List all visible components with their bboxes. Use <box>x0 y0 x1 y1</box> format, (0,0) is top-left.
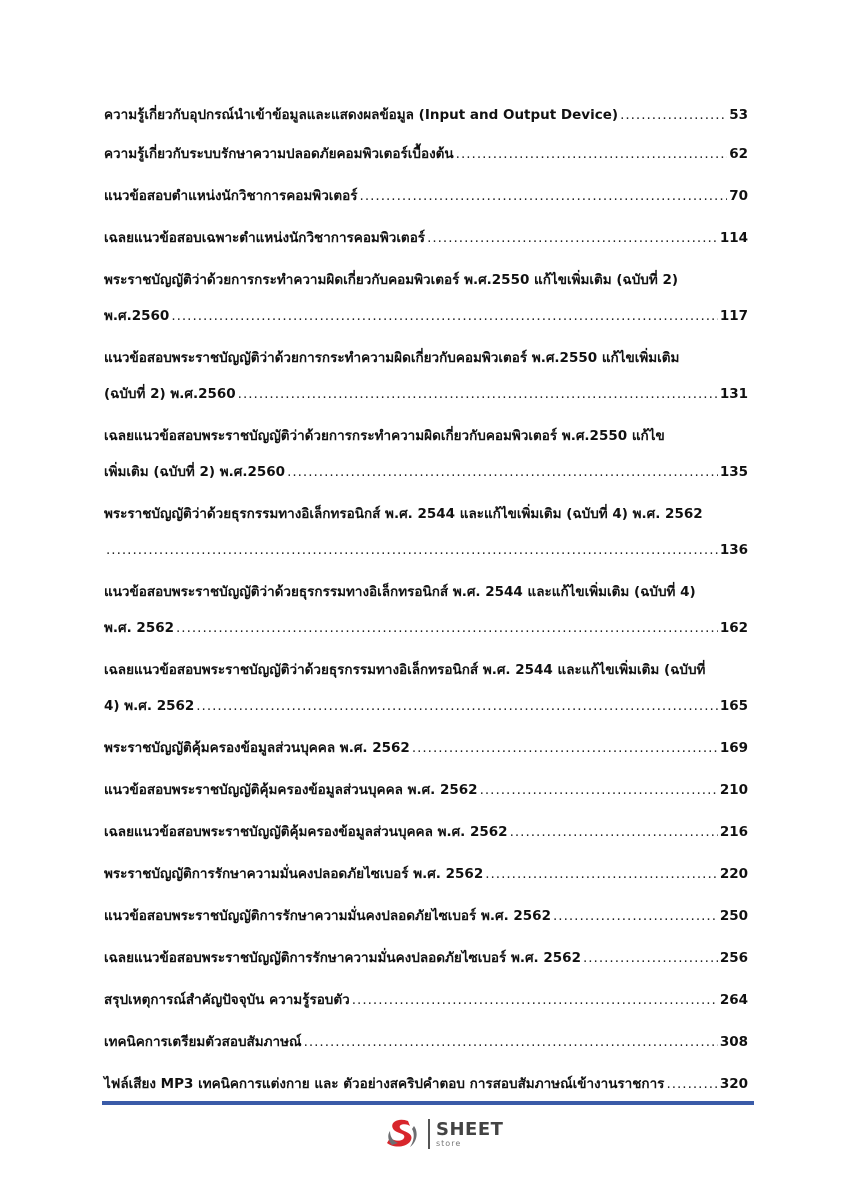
toc-page-number: 320 <box>719 1076 748 1092</box>
toc-entry-title: เทคนิคการเตรียมตัวสอบสัมภาษณ์ <box>104 1034 302 1050</box>
toc-entry-title: ไฟล์เสียง MP3 เทคนิคการแต่งกาย และ ตัวอย่างสคริปคำตอบ การสอบสัมภาษณ์เข้างานราชการ <box>104 1076 665 1092</box>
toc-page-number: 70 <box>729 188 748 204</box>
toc-entry-line[interactable] <box>104 856 748 892</box>
toc-page-number: 220 <box>719 866 748 882</box>
toc-entry-title: (ฉบับที่ 2) พ.ศ.2560 <box>104 386 236 402</box>
toc-entry-line[interactable] <box>104 340 748 376</box>
toc-page-number: 256 <box>719 950 748 966</box>
toc-leader-dots <box>510 814 718 850</box>
toc-entry-title: พระราชบัญญัติว่าด้วยการกระทำความผิดเกี่ยวกับคอมพิวเตอร์ พ.ศ.2550 แก้ไขเพิ่มเติม (ฉบับที่ 2) <box>104 272 679 288</box>
toc-leader-dots <box>553 898 718 934</box>
logo-brand-text: SHEET <box>436 1118 504 1140</box>
toc-entry-title: ความรู้เกี่ยวกับระบบรักษาความปลอดภัยคอมพิวเตอร์เบื้องต้น <box>104 146 454 162</box>
toc-page-number: 165 <box>719 698 748 714</box>
toc-entry-line[interactable] <box>104 496 748 532</box>
toc-entry-title: แนวข้อสอบพระราชบัญญัติว่าด้วยธุรกรรมทางอิเล็กทรอนิกส์ พ.ศ. 2544 และแก้ไขเพิ่มเติม (ฉบับที่ 4) <box>104 584 696 600</box>
toc-page-number: 308 <box>719 1034 748 1050</box>
toc-entry-title: แนวข้อสอบตำแหน่งนักวิชาการคอมพิวเตอร์ <box>104 188 358 204</box>
toc-entry-title: แนวข้อสอบพระราชบัญญัติการรักษาความมั่นคงปลอดภัยไซเบอร์ พ.ศ. 2562 <box>104 908 551 924</box>
toc-page-number: 62 <box>729 146 748 162</box>
toc-leader-dots <box>485 856 718 892</box>
toc-entry-title: พระราชบัญญัติว่าด้วยธุรกรรมทางอิเล็กทรอนิกส์ พ.ศ. 2544 และแก้ไขเพิ่มเติม (ฉบับที่ 4) พ.ศ. 2562 <box>104 506 703 522</box>
toc-entry-line[interactable] <box>104 220 748 256</box>
toc-page-number: 135 <box>719 464 748 480</box>
toc-page-number: 114 <box>719 230 748 246</box>
toc-entry-line[interactable] <box>104 982 748 1018</box>
toc-leader-dots <box>427 220 718 256</box>
logo-wordmark <box>436 1118 504 1148</box>
toc-page-number: 216 <box>719 824 748 840</box>
toc-entry-line[interactable] <box>104 814 748 850</box>
logo-separator <box>428 1119 430 1149</box>
toc-entry-line[interactable] <box>104 730 748 766</box>
logo-brand-subtext: store <box>436 1138 462 1148</box>
toc-entry-line[interactable] <box>104 376 748 412</box>
toc-entry-title: เฉลยแนวข้อสอบพระราชบัญญัติคุ้มครองข้อมูลส่วนบุคคล พ.ศ. 2562 <box>104 824 508 840</box>
sheet-store-logo-icon <box>384 1117 422 1151</box>
toc-entry-line[interactable] <box>104 454 748 490</box>
toc-entry-line[interactable] <box>104 298 748 334</box>
toc-page-number: 162 <box>719 620 748 636</box>
toc-entry-line[interactable] <box>104 940 748 976</box>
toc-entry-title: เฉลยแนวข้อสอบพระราชบัญญัติว่าด้วยการกระทำความผิดเกี่ยวกับคอมพิวเตอร์ พ.ศ.2550 แก้ไข <box>104 428 665 444</box>
toc-leader-dots <box>412 730 718 766</box>
toc-leader-dots <box>480 772 718 808</box>
toc-leader-dots <box>620 100 727 130</box>
toc-leader-dots <box>360 178 728 214</box>
toc-entry-title: พ.ศ.2560 <box>104 308 170 324</box>
toc-entry-line[interactable] <box>104 178 748 214</box>
toc-entry-line[interactable] <box>104 574 748 610</box>
toc-page-number: 136 <box>719 542 748 558</box>
table-of-contents <box>104 100 748 1102</box>
toc-entry-title: พระราชบัญญัติคุ้มครองข้อมูลส่วนบุคคล พ.ศ. 2562 <box>104 740 410 756</box>
toc-leader-dots <box>176 610 718 646</box>
toc-entry-title: 4) พ.ศ. 2562 <box>104 698 195 714</box>
toc-entry-title: ความรู้เกี่ยวกับอุปกรณ์นำเข้าข้อมูลและแสดงผลข้อมูล (Input and Output Device) <box>104 107 619 123</box>
toc-entry-line[interactable] <box>104 532 748 568</box>
toc-entry-title: แนวข้อสอบพระราชบัญญัติคุ้มครองข้อมูลส่วนบุคคล พ.ศ. 2562 <box>104 782 478 798</box>
toc-entry-title: สรุปเหตุการณ์สำคัญปัจจุบัน ความรู้รอบตัว <box>104 992 350 1008</box>
toc-page-number: 169 <box>719 740 748 756</box>
toc-page-number: 250 <box>719 908 748 924</box>
toc-page-number: 117 <box>719 308 748 324</box>
toc-leader-dots <box>238 376 718 412</box>
toc-entry-title: เฉลยแนวข้อสอบพระราชบัญญัติการรักษาความมั่นคงปลอดภัยไซเบอร์ พ.ศ. 2562 <box>104 950 581 966</box>
toc-entry-line[interactable] <box>104 136 748 172</box>
toc-entry-line[interactable] <box>104 898 748 934</box>
toc-entry-title: แนวข้อสอบพระราชบัญญัติว่าด้วยการกระทำความผิดเกี่ยวกับคอมพิวเตอร์ พ.ศ.2550 แก้ไขเพิ่มเติม <box>104 350 680 366</box>
footer-rule <box>102 1101 754 1105</box>
toc-entry-line[interactable] <box>104 1066 748 1102</box>
toc-leader-dots <box>352 982 718 1018</box>
toc-entry-line[interactable] <box>104 262 748 298</box>
toc-leader-dots <box>304 1024 718 1060</box>
toc-entry-line[interactable] <box>104 610 748 646</box>
toc-page-number: 53 <box>729 107 748 123</box>
toc-entry-line[interactable] <box>104 418 748 454</box>
toc-page-number: 264 <box>719 992 748 1008</box>
toc-entry-line[interactable] <box>104 100 748 130</box>
toc-leader-dots <box>171 298 718 334</box>
toc-entry-line[interactable] <box>104 772 748 808</box>
toc-entry-title: เพิ่มเติม (ฉบับที่ 2) พ.ศ.2560 <box>104 464 286 480</box>
toc-leader-dots <box>456 136 728 172</box>
toc-leader-dots <box>106 532 718 568</box>
toc-page-number: 131 <box>719 386 748 402</box>
toc-page-number: 210 <box>719 782 748 798</box>
toc-entry-title: พ.ศ. 2562 <box>104 620 174 636</box>
toc-entry-line[interactable] <box>104 652 748 688</box>
toc-entry-title: เฉลยแนวข้อสอบเฉพาะตำแหน่งนักวิชาการคอมพิวเตอร์ <box>104 230 426 246</box>
toc-entry-line[interactable] <box>104 1024 748 1060</box>
toc-entry-line[interactable] <box>104 688 748 724</box>
toc-leader-dots <box>666 1066 717 1102</box>
sheet-store-logo <box>384 1117 503 1151</box>
toc-entry-title: เฉลยแนวข้อสอบพระราชบัญญัติว่าด้วยธุรกรรมทางอิเล็กทรอนิกส์ พ.ศ. 2544 และแก้ไขเพิ่มเติม (ฉบับที่ <box>104 662 706 678</box>
toc-leader-dots <box>287 454 718 490</box>
toc-entry-title: พระราชบัญญัติการรักษาความมั่นคงปลอดภัยไซเบอร์ พ.ศ. 2562 <box>104 866 484 882</box>
toc-leader-dots <box>583 940 718 976</box>
toc-leader-dots <box>196 688 718 724</box>
